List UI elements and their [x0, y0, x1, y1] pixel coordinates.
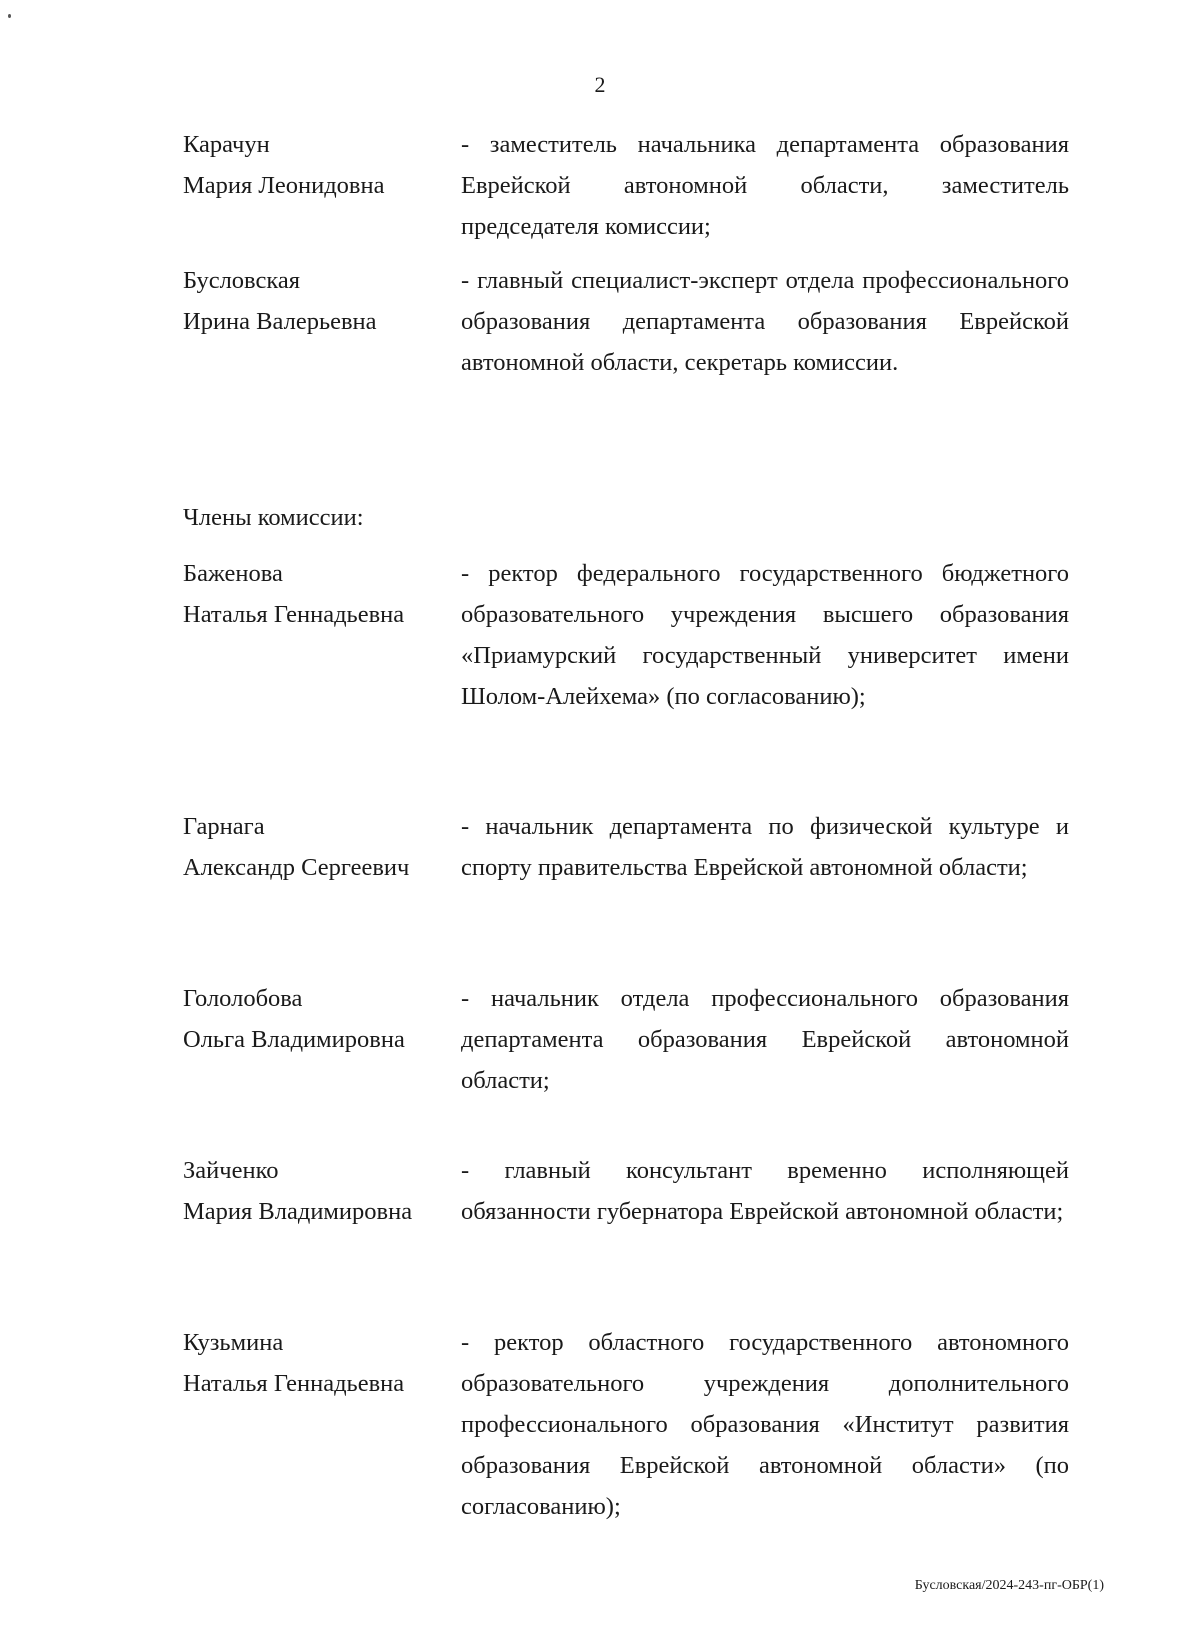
members-heading: Члены комиссии:	[183, 504, 364, 531]
person-role: - главный специалист-эксперт отдела профессионального образования департамента образования Еврейской автономной области, секретарь комиссии.	[461, 267, 1069, 376]
person-surname: Гололобова	[183, 985, 303, 1012]
commission-entry-secretary	[183, 260, 1069, 383]
commission-member-entry	[183, 1322, 1069, 1527]
scan-speck	[8, 14, 11, 18]
person-given-names: Ольга Владимировна	[183, 1026, 405, 1053]
person-name	[183, 553, 453, 635]
person-given-names: Наталья Геннадьевна	[183, 601, 405, 628]
person-surname: Баженова	[183, 560, 283, 587]
person-surname: Зайченко	[183, 1157, 279, 1184]
person-name	[183, 1150, 453, 1232]
person-given-names: Александр Сергеевич	[183, 854, 410, 881]
page-number: 2	[594, 72, 606, 97]
commission-member-entry	[183, 553, 1069, 717]
person-given-names: Мария Леонидовна	[183, 172, 385, 199]
commission-member-entry	[183, 978, 1069, 1101]
person-role: - начальник департамента по физической культуре и спорту правительства Еврейской автономной области;	[461, 813, 1069, 881]
person-surname: Бусловская	[183, 267, 301, 294]
person-surname: Карачун	[183, 131, 270, 158]
document-reference-footer: Бусловская/2024-243-пг-ОБР(1)	[914, 1578, 1104, 1593]
person-surname: Кузьмина	[183, 1329, 284, 1356]
person-role: - ректор областного государственного автономного образовательного учреждения дополнительного профессионального образования «Институт развития образования Еврейской автономной области» (по согласованию);	[461, 1329, 1069, 1520]
person-name	[183, 124, 453, 206]
commission-entry-deputy-chair	[183, 124, 1069, 247]
person-role: - начальник отдела профессионального образования департамента образования Еврейской автономной области;	[461, 985, 1069, 1094]
person-given-names: Мария Владимировна	[183, 1198, 413, 1225]
commission-member-entry	[183, 806, 1069, 888]
person-given-names: Наталья Геннадьевна	[183, 1370, 405, 1397]
person-role: - заместитель начальника департамента образования Еврейской автономной области, заместитель председателя комиссии;	[461, 131, 1069, 240]
person-name	[183, 260, 453, 342]
person-name	[183, 1322, 453, 1404]
person-given-names: Ирина Валерьевна	[183, 308, 377, 335]
person-surname: Гарнага	[183, 813, 265, 840]
person-name	[183, 978, 453, 1060]
person-name	[183, 806, 453, 888]
person-role: - ректор федерального государственного бюджетного образовательного учреждения высшего образования «Приамурский государственный университет имени Шолом-Алейхема» (по согласованию);	[461, 560, 1069, 710]
person-role: - главный консультант временно исполняющей обязанности губернатора Еврейской автономной области;	[461, 1157, 1069, 1225]
commission-member-entry	[183, 1150, 1069, 1232]
